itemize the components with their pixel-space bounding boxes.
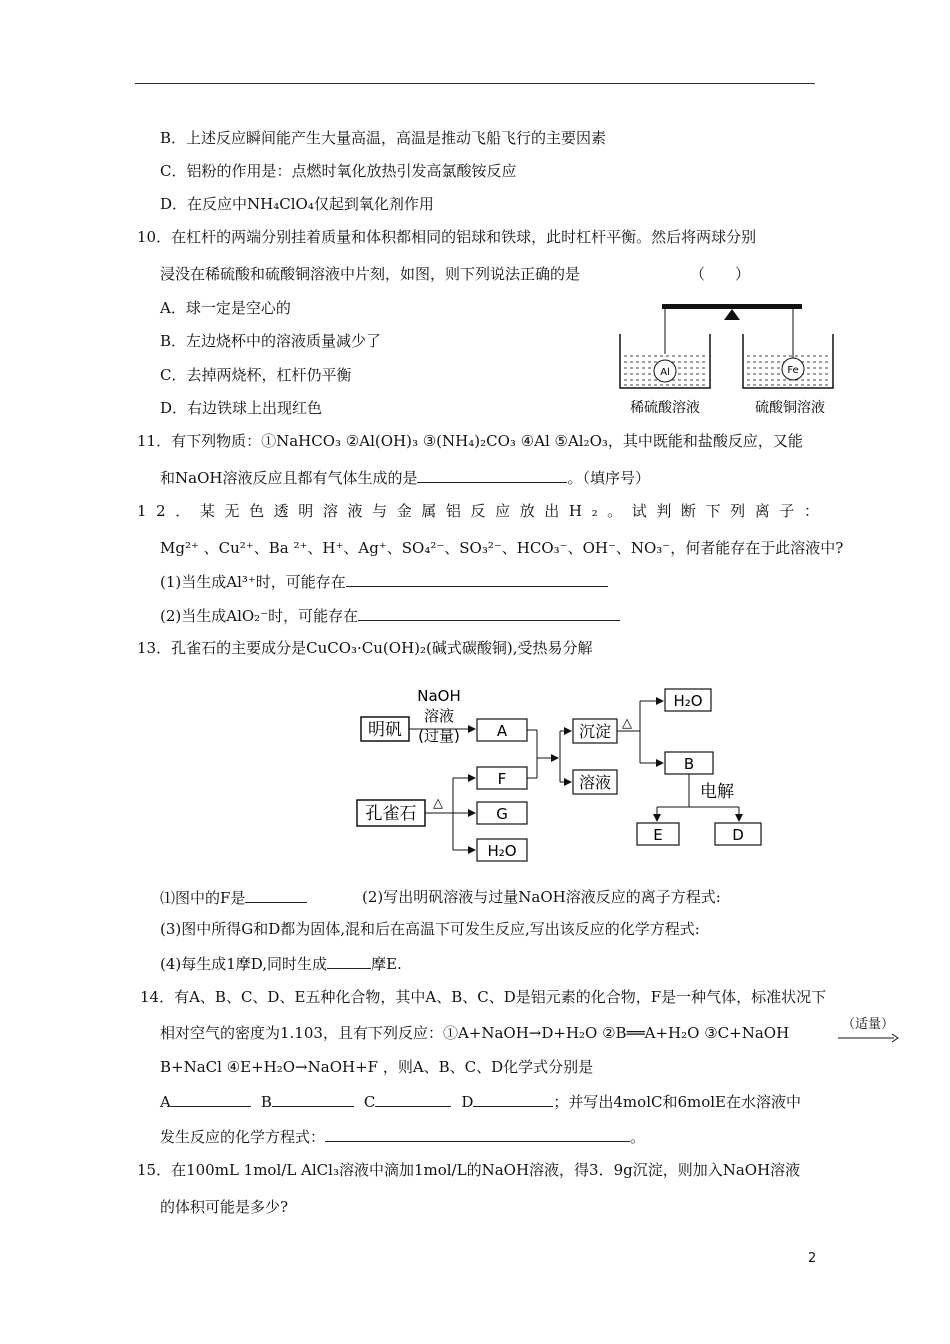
q10-stem-line2: 浸没在稀硫酸和硫酸铜溶液中片刻，如图，则下列说法正确的是 [160,265,581,283]
naoh-label: NaOH [417,687,461,705]
q10-option-d: D．右边铁球上出现红色 [160,399,323,417]
q13-stem-line1: 13．孔雀石的主要成分是CuCO₃·Cu(OH)₂(碱式碳酸铜),受热易分解 [137,639,593,657]
q11-answer-blank[interactable] [417,466,567,483]
q12-stem-line1: 12．某无色透明溶液与金属铝反应放出H₂。试判断下列离子： [137,502,829,520]
q12-sub2 [160,604,620,627]
q11-stem-line1: 11．有下列物质：①NaHCO₃ ②Al(OH)₃ ③(NH₄)₂CO₃ ④Al ⑤Al₂O₃，其中既能和盐酸反应，又能 [137,432,803,450]
q14-label-c: C [363,1093,376,1111]
q9-option-b: B．上述反应瞬间能产生大量高温，高温是推动飞船飞行的主要因素 [160,129,607,147]
page-number: 2 [808,1251,817,1266]
q15-stem-line2: 的体积可能是多少? [160,1198,289,1216]
right-beaker [743,334,833,388]
q12-sub1 [160,570,608,593]
box-d-label: D [732,826,744,844]
alum-label: 明矾 [368,720,402,740]
water-label-right: H₂O [673,692,703,710]
lever-fulcrum [724,309,740,320]
q13-sub4-blank[interactable] [327,952,371,969]
lever-figure [610,296,840,421]
heat-delta-right: △ [622,716,632,731]
q14-label-a: A [160,1093,171,1111]
q14-side-arrow [836,1032,900,1044]
water-label-left: H₂O [487,842,517,860]
box-g-label: G [496,805,508,823]
q14-line4-tail: ；并写出4molC和6molE在水溶液中 [553,1093,802,1111]
malachite-label: 孔雀石 [365,804,417,824]
q12-sub2-blank[interactable] [358,604,620,621]
q11-text: 和NaOH溶液反应且都有气体生成的是 [160,469,418,487]
box-e-label: E [653,826,663,844]
q13-sub1-blank[interactable] [245,886,307,903]
q10-option-b: B．左边烧杯中的溶液质量减少了 [160,332,382,350]
q14-blank-c[interactable] [375,1090,451,1107]
q13-sub4-text: (4)每生成1摩D,同时生成 [160,955,328,973]
header-rule [135,83,815,84]
q14-stem-line2: 相对空气的密度为1.103，且有下列反应：①A+NaOH→D+H₂O ②B══A+H₂O ③C+NaOH [160,1024,790,1042]
naoh-excess-label: (过量) [418,727,460,745]
q13-sub3: (3)图中所得G和D都为固体,混和后在高温下可发生反应,写出该反应的化学方程式: [160,920,700,938]
left-beaker-label: 稀硫酸溶液 [630,400,700,416]
q10-answer-paren: （ ） [690,265,751,283]
q14-answers-row [160,1090,801,1113]
q14-blank-b[interactable] [272,1090,354,1107]
solution-label: 溶液 [578,773,612,792]
q14-equation-blank[interactable] [325,1125,630,1142]
q12-sub1-blank[interactable] [346,570,608,587]
q15-stem-line1: 15．在100mL 1mol/L AlCl₃溶液中滴加1mol/L的NaOH溶液，得3．9g沉淀，则加入NaOH溶液 [137,1161,801,1179]
q11-tail: 。（填序号） [567,469,650,487]
lever-beam [662,304,802,309]
box-b-label: B [683,755,695,773]
q14-label-d: D [461,1093,474,1111]
naoh-solution-label: 溶液 [423,707,455,725]
right-ball-label: Fe [787,365,799,376]
q12-sub2-text: (2)当生成AlO₂⁻时，可能存在 [160,607,359,625]
q14-line5-tail: 。 [630,1128,646,1146]
right-beaker-label: 硫酸铜溶液 [755,400,825,416]
q12-sub1-text: (1)当生成Al³⁺时，可能存在 [160,573,346,591]
q14-stem-line3: B+NaCl ④E+H₂O→NaOH+F ，则A、B、C、D化学式分别是 [160,1058,594,1076]
q12-ion-list: Mg²⁺ 、Cu²⁺、Ba ²⁺、H⁺、Ag⁺、SO₄²⁻、SO₃²⁻、HCO₃⁻、OH⁻、NO₃⁻，何者能存在于此溶液中? [160,539,844,557]
left-ball-label: Al [660,367,670,378]
q10-option-c: C．去掉两烧杯，杠杆仍平衡 [160,366,352,384]
box-a-label: A [496,722,508,740]
q9-option-d: D．在反应中NH₄ClO₄仅起到氧化剂作用 [160,195,434,213]
q13-sub1 [160,886,307,909]
heat-delta-left: △ [433,796,443,811]
q14-stem-line5 [160,1125,645,1148]
q11-stem-line2 [160,466,650,489]
q14-label-b: B [260,1093,272,1111]
box-f-label: F [497,770,507,788]
q13-sub2: (2)写出明矾溶液与过量NaOH溶液反应的离子方程式: [362,888,721,906]
q14-blank-d[interactable] [473,1090,553,1107]
electrolysis-label: 电解 [700,782,734,802]
q9-option-c: C．铝粉的作用是：点燃时氧化放热引发高氯酸铵反应 [160,162,517,180]
q14-blank-a[interactable] [171,1090,251,1107]
q13-sub4-tail: 摩E. [371,955,402,973]
q10-option-a: A．球一定是空心的 [160,299,291,317]
q14-side-label: （适量） [842,1017,895,1032]
q14-stem-line1: 14．有A、B、C、D、E五种化合物，其中A、B、C、D是铝元素的化合物，F是一种气体，标准状况下 [140,988,827,1006]
q13-sub4 [160,952,402,975]
q10-stem-line1: 10．在杠杆的两端分别挂着质量和体积都相同的铝球和铁球，此时杠杆平衡。然后将两球分别 [137,228,757,246]
q13-sub1-text: ⑴图中的F是 [160,889,246,907]
q14-line5-text: 发生反应的化学方程式： [160,1128,326,1146]
q13-flow-diagram [355,683,775,863]
precipitate-label: 沉淀 [578,722,612,741]
